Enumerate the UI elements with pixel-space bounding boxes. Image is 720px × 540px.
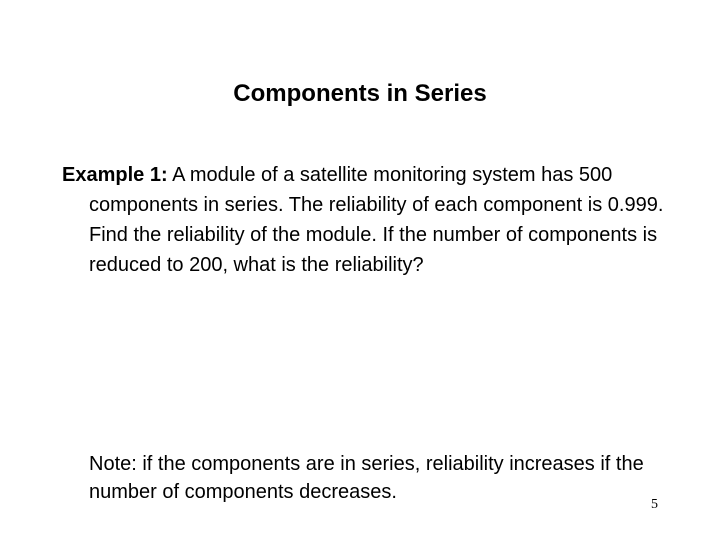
example-label: Example 1: [62, 164, 168, 186]
page-number: 5 [651, 497, 658, 512]
note-paragraph: Note: if the components are in series, reliability increases if the number of components decreases. [89, 453, 644, 503]
slide-title: Components in Series [233, 80, 487, 107]
example-paragraph [62, 160, 689, 280]
example-text: A module of a satellite monitoring system has 500 components in series. The reliability of each component is 0.999. Find the reliability of the module. If the number of components is reduced to 200, what is the reliability? [89, 164, 664, 276]
